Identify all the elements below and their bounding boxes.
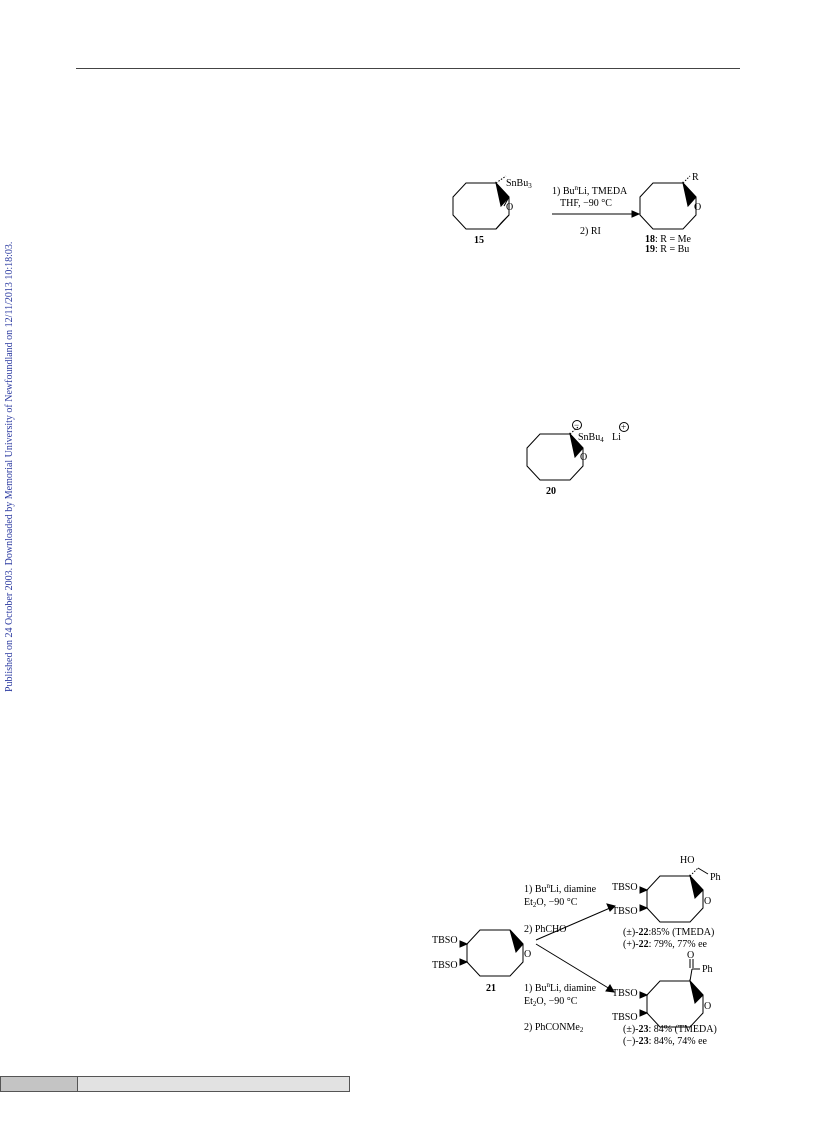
- product-22-enantio: (+)-22: 79%, 77% ee: [623, 939, 707, 950]
- substituent-r: R: [692, 172, 699, 183]
- tbso-label-21b: TBSO: [432, 960, 458, 971]
- oxygen-label-20: O: [580, 452, 588, 463]
- lithium-counter-ion: Li: [612, 432, 621, 443]
- upper-reagent-line-2: $Et_2O$, −90 °C: [524, 897, 578, 909]
- lower-reagent-line-3: 2) PhCONMe$_2$: [524, 1022, 584, 1034]
- lower-reagent-line-2: $Et_2O$, −90 °C: [524, 996, 578, 1008]
- tbso-label-22a: TBSO: [612, 882, 638, 893]
- anion-charge: −: [574, 420, 580, 430]
- cation-charge: +: [621, 422, 627, 432]
- footer-bar: [0, 1076, 350, 1092]
- ho-label: HO: [680, 855, 695, 866]
- oxygen-label-21: O: [524, 949, 532, 960]
- oxygen-label-22: O: [704, 896, 712, 907]
- oxygen-label-15: O: [506, 202, 514, 213]
- upper-reagent-line-1: 1) Bu$^n$Li, diamine: [524, 882, 597, 895]
- tbso-label-22b: TBSO: [612, 906, 638, 917]
- lower-reagent-line-1: 1) Bu$^n$Li, diamine: [524, 981, 597, 994]
- tbso-label-23a: TBSO: [612, 988, 638, 999]
- phenyl-label-22: Ph: [710, 872, 721, 883]
- product-18-label: 18: R = Me: [645, 234, 691, 245]
- product-19-label: 19: R = Bu: [645, 244, 690, 255]
- reagent-line-2: THF, −90 °C: [560, 198, 612, 209]
- product-22-racemic: (±)-22:85% (TMEDA): [623, 927, 715, 938]
- compound-label-21: 21: [486, 983, 496, 994]
- scheme-1: [440, 170, 720, 262]
- upper-reagent-line-3: 2) PhCHO: [524, 924, 567, 935]
- scheme-2: [520, 418, 650, 502]
- compound-label-15: 15: [474, 235, 484, 246]
- product-23-racemic: (±)-23: 84% (TMEDA): [623, 1024, 717, 1035]
- tbso-label-21a: TBSO: [432, 935, 458, 946]
- ketone-oxygen-label: O: [687, 950, 695, 961]
- substituent-snbu3: SnBu$_3$: [506, 178, 532, 190]
- oxygen-label-18: O: [694, 202, 702, 213]
- download-watermark-text: Published on 24 October 2003. Downloaded by Memorial University of Newfoundland on 12/11/2013 10:18:03.: [4, 241, 15, 692]
- oxygen-label-23: O: [704, 1001, 712, 1012]
- tbso-label-23b: TBSO: [612, 1012, 638, 1023]
- header-rule: [76, 68, 740, 69]
- product-23-enantio: (−)-23: 84%, 74% ee: [623, 1036, 707, 1047]
- download-watermark: [4, 212, 18, 692]
- phenyl-label-23: Ph: [702, 964, 713, 975]
- footer-bar-cell: [1, 1077, 78, 1091]
- scheme-3: [430, 848, 730, 1053]
- reagent-line-1: 1) Bu$^n$Li, TMEDA: [552, 184, 628, 197]
- reagent-line-3: 2) RI: [580, 226, 601, 237]
- substituent-snbu4: SnBu$_4$: [578, 432, 604, 444]
- compound-label-20: 20: [546, 486, 556, 497]
